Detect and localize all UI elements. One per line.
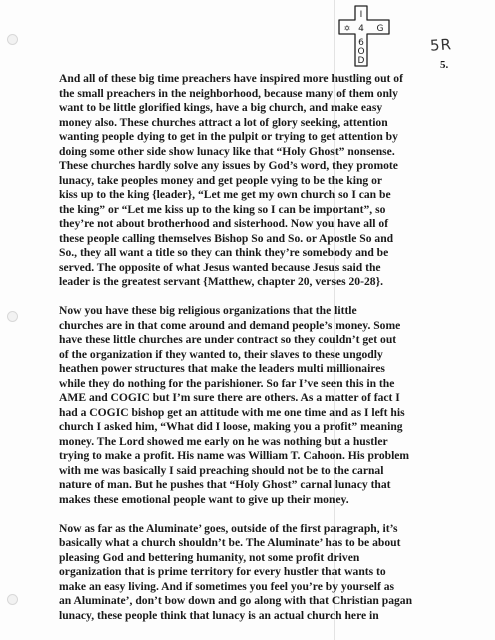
seal-letter: D (357, 56, 365, 66)
seal-star-icon: ✡ (343, 24, 351, 33)
text-line: money also. These churches attract a lot of glory seeking, attention (59, 115, 388, 129)
text-line: want to be little glorified kings, have a big church, and make easy (59, 101, 383, 114)
text-line: church I asked him, “What did I loose, making you a profit” meaning (59, 420, 403, 433)
text-line: of the organization if they wanted to, their slaves to these ungodly (59, 347, 383, 361)
text-line: heathen power structures that make the leaders multi millionaires (59, 362, 385, 375)
text-line: have these little churches are under contract so they couldn’t get out (59, 333, 397, 346)
text-line: an Aluminate’, don’t bow down and go along with that Christian pagan (59, 594, 413, 607)
body-text (59, 72, 451, 638)
text-line: lunacy, take peoples money and get people vying to be the king or (59, 173, 383, 187)
handwritten-page-mark: 5R (429, 35, 453, 55)
binder-hole (7, 34, 18, 45)
binder-hole (7, 594, 18, 605)
text-line: nature of man. But he pushes that “Holy Ghost” carnal lunacy that (59, 478, 391, 491)
seal-letter: I (359, 10, 363, 20)
paragraph (59, 304, 451, 507)
text-line: they’re not about brotherhood and sisterhood. Now you have all of (59, 217, 389, 230)
text-line: And all of these big time preachers have inspired more hustling out of (59, 72, 403, 85)
text-line: served. The opposite of what Jesus wanted because Jesus said the (59, 260, 381, 274)
seal-letter: G (376, 24, 384, 34)
text-line: while they do nothing for the parishioner. So far I’ve seen this in the (59, 376, 395, 390)
text-line: trying to make a profit. His name was William T. Cahoon. His problem (59, 449, 410, 462)
text-line: These churches hardly solve any issues by God’s word, they promote (59, 159, 398, 172)
text-line: the king” or “Let me kiss up to the king so I can be important”, so (59, 202, 386, 216)
text-line: So., they all want a title so they can think they’re somebody and be (59, 246, 389, 259)
seal-letter: O (357, 47, 365, 57)
text-line: with me was basically I said preaching should not be to the carnal (59, 463, 384, 477)
text-line: Now as far as the Aluminate’ goes, outside of the first paragraph, it’s (59, 521, 398, 535)
text-line: organization that is prime territory for every hustler that wants to (59, 565, 386, 578)
page-number: 5. (440, 59, 449, 71)
binder-hole (7, 311, 18, 322)
text-line: had a COGIC bishop get an attitude with me one time and as I left his (59, 405, 405, 419)
text-line: leader is the greatest servant {Matthew, chapter 20, verses 20-28}. (59, 275, 384, 288)
text-line: money. The Lord showed me early on he was nothing but a hustler (59, 434, 388, 448)
text-line: these people calling themselves Bishop So and So. or Apostle So and (59, 231, 394, 245)
text-line: AME and COGIC but I’m sure there are others. As a matter of fact I (59, 391, 400, 404)
paragraph (59, 72, 451, 290)
text-line: the small preachers in the neighborhood, because many of them only (59, 86, 398, 100)
seal-letter: 6 (358, 38, 364, 48)
text-line: basically what a church shouldn’t be. The Aluminate’ has to be about (59, 536, 401, 549)
text-line: Now you have these big religious organizations that the little (59, 304, 357, 317)
cross-seal-drawing (333, 4, 407, 70)
text-line: doing some other side show lunacy like that “Holy Ghost” nonsense. (59, 144, 395, 158)
text-line: make an easy living. And if sometimes you feel you’re by yourself as (59, 579, 395, 593)
text-line: pleasing God and bettering humanity, not some profit driven (59, 550, 360, 564)
text-line: churches are in that come around and demand people’s money. Some (59, 318, 401, 332)
seal-center: 4 (358, 24, 364, 34)
text-line: lunacy, these people think that lunacy is an actual church here in (59, 608, 379, 622)
text-line: makes these emotional people want to give up their money. (59, 492, 349, 506)
text-line: wanting people dying to get in the pulpit or trying to get attention by (59, 130, 398, 143)
paragraph (59, 522, 451, 624)
text-line: kiss up to the king {leader}, “Let me get my own church so I can be (59, 188, 391, 201)
